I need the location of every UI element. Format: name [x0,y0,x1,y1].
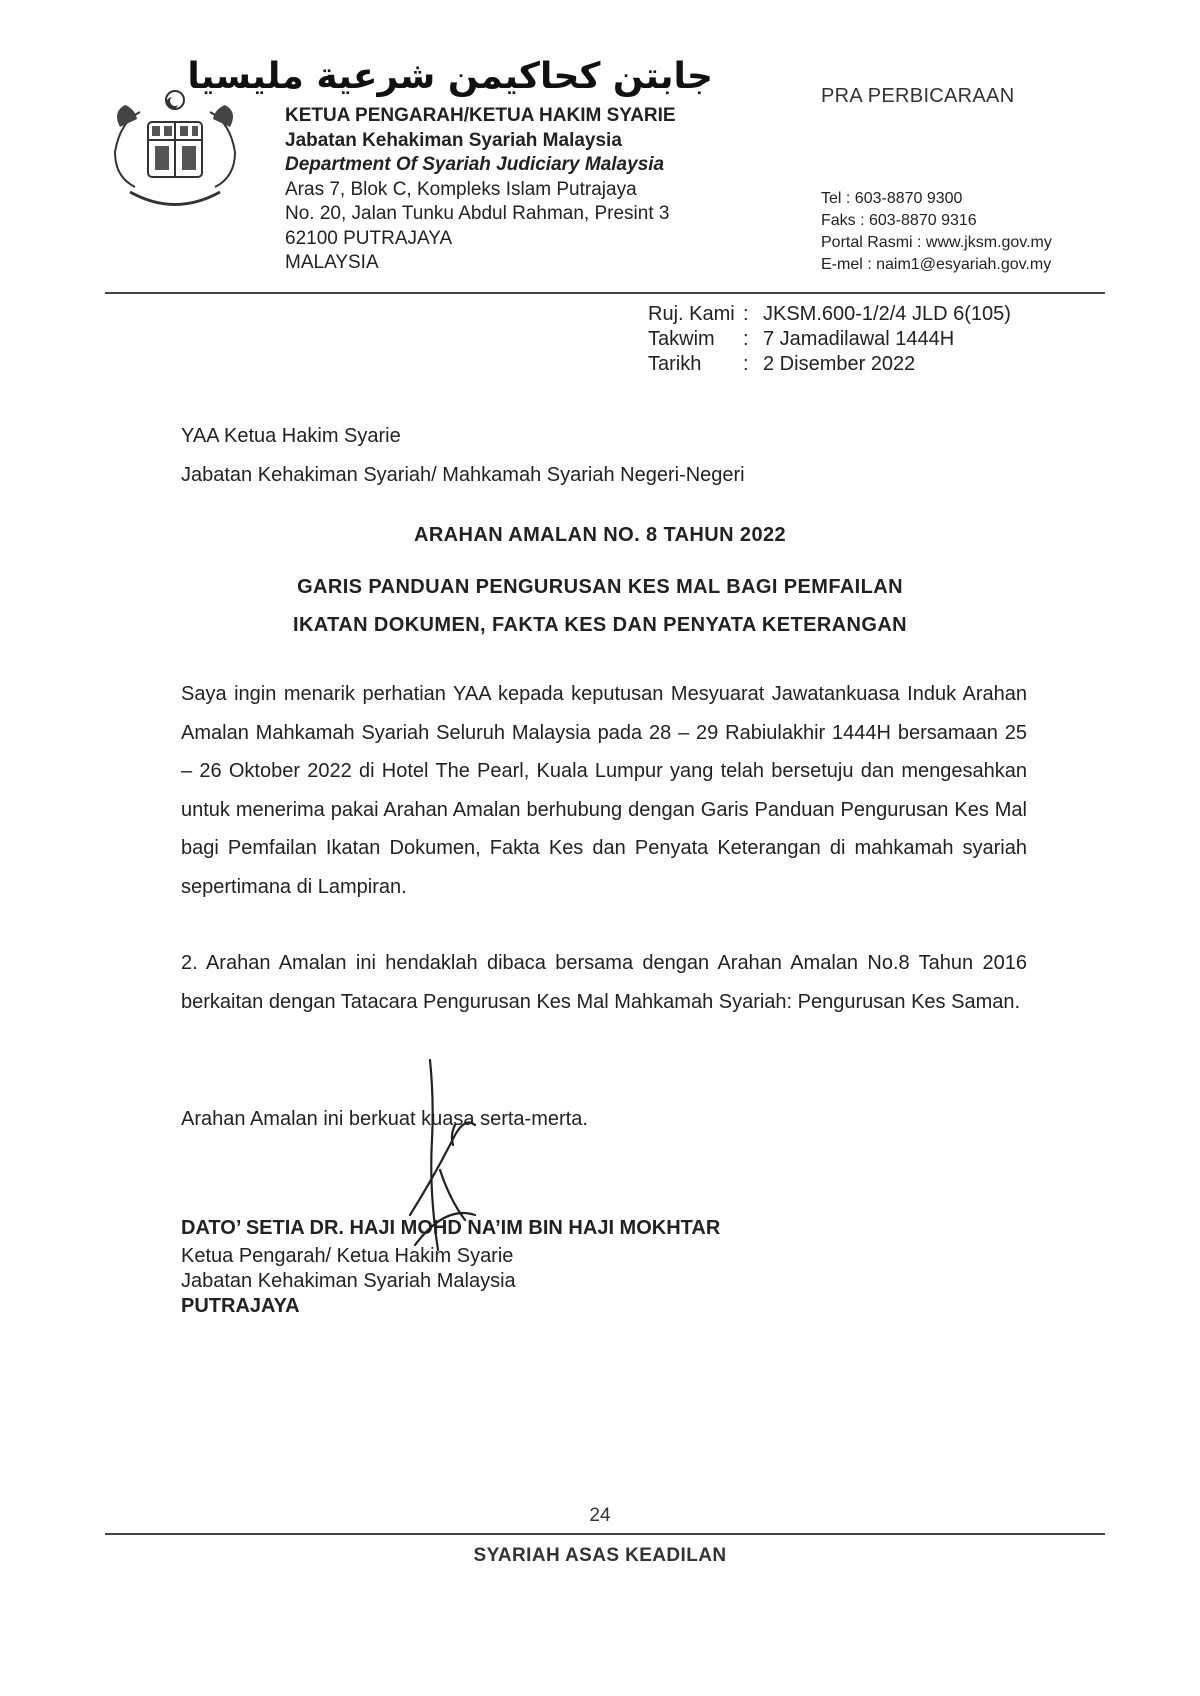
document-subtitle-1: GARIS PANDUAN PENGURUSAN KES MAL BAGI PEMFAILAN [297,576,903,598]
recipient-block [181,417,745,495]
office-title: KETUA PENGARAH/KETUA HAKIM SYARIE [285,105,676,126]
address-line-1: Aras 7, Blok C, Kompleks Islam Putrajaya [285,178,637,200]
document-title: ARAHAN AMALAN NO. 8 TAHUN 2022 [413,524,787,546]
footer-motto: SYARIAH ASAS KEADILAN [473,1545,727,1566]
ref-sep: : [743,303,749,325]
date-sep: : [743,353,749,375]
body-paragraph-3: Arahan Amalan ini berkuat kuasa serta-merta. [181,1108,588,1130]
contact-email: E-mel : naim1@esyariah.gov.my [821,256,1052,273]
footer-divider [105,1533,1105,1535]
ref-value: JKSM.600-1/2/4 JLD 6(105) [763,303,1011,325]
header-divider [105,292,1105,294]
department-english: Department Of Syariah Judiciary Malaysia [285,154,665,175]
department-malay: Jabatan Kehakiman Syariah Malaysia [285,129,622,151]
contact-block [821,188,1052,276]
ref-row [648,302,1011,327]
contact-tel: Tel : 603-8870 9300 [821,190,963,207]
coat-of-arms-icon [100,82,250,212]
signatory-name: DATO’ SETIA DR. HAJI MOHD NA’IM BIN HAJI MOKHTAR [181,1217,721,1239]
date-value: 2 Disember 2022 [763,353,916,375]
status-label: PRA PERBICARAAN [821,85,1015,107]
signatory-title: Ketua Pengarah/ Ketua Hakim Syarie [181,1245,514,1267]
recipient-line-1: YAA Ketua Hakim Syarie [181,425,401,447]
contact-fax: Faks : 603-8870 9316 [821,212,977,229]
body-paragraph-1: Saya ingin menarik perhatian YAA kepada keputusan Mesyuarat Jawatankuasa Induk Arahan Amalan Mahkamah Syariah Seluruh Malaysia pada 28 – 29 Rabiulakhir 1444H bersamaan 25 – 26 Oktober 2022 di Hotel The Pearl, Kuala Lumpur yang telah bersetuju dan mengesahkan untuk menerima pakai Arahan Amalan berhubung dengan Garis Panduan Pengurusan Kes Mal bagi Pemfailan Ikatan Dokumen, Fakta Kes dan Penyata Keterangan di mahkamah syariah sepertimana di Lampiran. [181,683,1027,898]
date-row [648,352,1011,377]
recipient-line-2: Jabatan Kehakiman Syariah/ Mahkamah Syariah Negeri-Negeri [181,464,745,486]
signatory-place: PUTRAJAYA [181,1295,300,1317]
address-line-3: 62100 PUTRAJAYA [285,227,453,249]
contact-portal: Portal Rasmi : www.jksm.gov.my [821,234,1052,251]
body-paragraph-2: 2. Arahan Amalan ini hendaklah dibaca bersama dengan Arahan Amalan No.8 Tahun 2016 berkaitan dengan Tatacara Pengurusan Kes Mal Mahkamah Syariah: Pengurusan Kes Saman. [181,952,1027,1013]
takwim-sep: : [743,328,749,350]
ref-label: Ruj. Kami [648,303,735,325]
address-line-2: No. 20, Jalan Tunku Abdul Rahman, Presint 3 [285,203,670,224]
address-line-4: MALAYSIA [285,252,379,273]
signatory-department: Jabatan Kehakiman Syariah Malaysia [181,1270,516,1292]
signatory-block [181,1244,516,1319]
takwim-row [648,327,1011,352]
page-number: 24 [589,1505,611,1526]
takwim-value: 7 Jamadilawal 1444H [763,328,955,350]
reference-block [648,302,1011,377]
takwim-label: Takwim [648,328,715,350]
office-address-block [285,104,676,276]
arabic-department-title: جابتن كحاكيمن شرعية مليسيا [187,56,713,97]
date-label: Tarikh [648,353,702,375]
document-subtitle-2: IKATAN DOKUMEN, FAKTA KES DAN PENYATA KETERANGAN [292,614,908,636]
